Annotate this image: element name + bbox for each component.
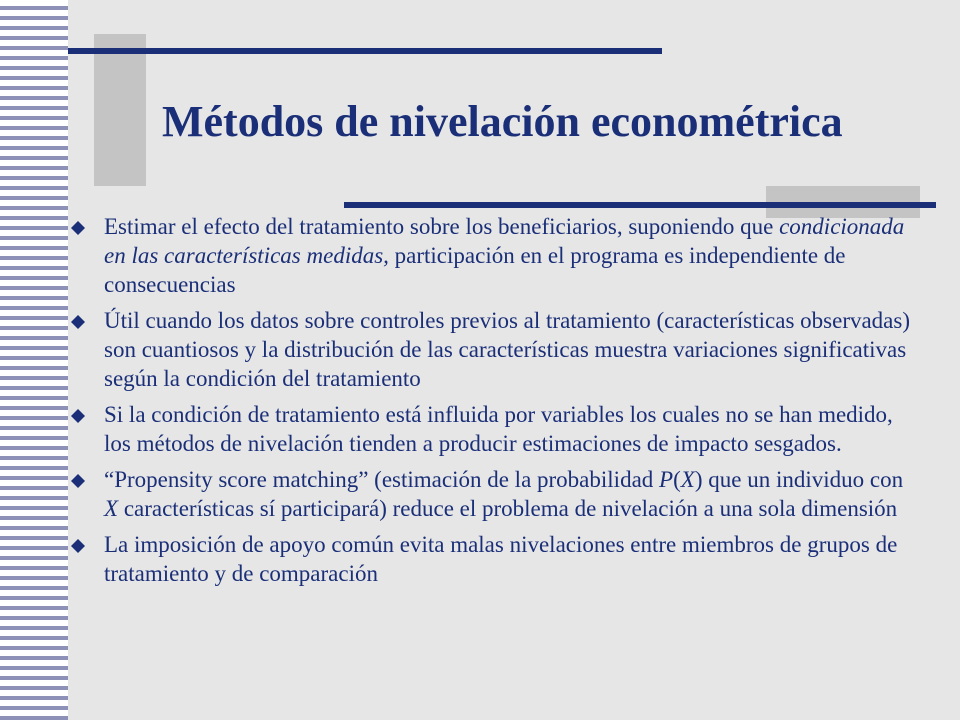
- diamond-bullet-icon: [70, 314, 86, 330]
- diamond-bullet-icon: [70, 408, 86, 424]
- bullet-text-italic: condicionada en las características medidas,: [104, 214, 905, 268]
- bullet-list: [70, 212, 920, 595]
- bullet-text-run: “Propensity score matching” (estimación de la probabilidad: [104, 467, 660, 492]
- bullet-item: [70, 400, 920, 458]
- bullet-text-run: ) que un individuo con: [694, 467, 904, 492]
- bullet-text-run: La imposición de apoyo común evita malas nivelaciones entre miembros de grupos de tratamiento y de comparación: [104, 532, 898, 586]
- bullet-item: [70, 306, 920, 393]
- diamond-bullet-icon: [70, 538, 86, 554]
- bullet-text-run: características sí participará) reduce el problema de nivelación a una sola dimensión: [118, 496, 898, 521]
- bullet-item: [70, 465, 920, 523]
- diamond-bullet-icon: [70, 473, 86, 489]
- bullet-text: [104, 530, 920, 588]
- bullet-text-italic: X: [680, 467, 695, 492]
- left-stripe-band: [0, 0, 68, 720]
- bullet-text-run: participación en el programa es independiente de consecuencias: [104, 243, 846, 297]
- bullet-text-run: Si la condición de tratamiento está influida por variables los cuales no se han medido, los métodos de nivelación tienden a producir estimaciones de impacto sesgados.: [104, 402, 893, 456]
- bullet-text-run: (: [673, 467, 681, 492]
- bullet-item: [70, 530, 920, 588]
- slide-title: Métodos de nivelación econométrica: [162, 97, 843, 146]
- bullet-text: [104, 306, 920, 393]
- bullet-text-italic: X: [104, 496, 119, 521]
- bullet-item: [70, 212, 920, 299]
- bullet-text: [104, 212, 920, 299]
- bullet-text: [104, 400, 920, 458]
- bullet-text-run: Útil cuando los datos sobre controles previos al tratamiento (características observadas) son cuantiosos y la distribución de las características muestra variaciones significativas según la condición del tratamiento: [104, 308, 910, 391]
- bullet-text-run: Estimar el efecto del tratamiento sobre los beneficiarios, suponiendo que: [104, 214, 780, 239]
- bullet-text-italic: P: [659, 467, 674, 492]
- title-rule-top: [68, 48, 662, 54]
- diamond-bullet-icon: [70, 220, 86, 236]
- title-rule-bottom: [344, 202, 936, 208]
- bullet-text: [104, 465, 920, 523]
- gray-accent-block-left: [94, 34, 146, 186]
